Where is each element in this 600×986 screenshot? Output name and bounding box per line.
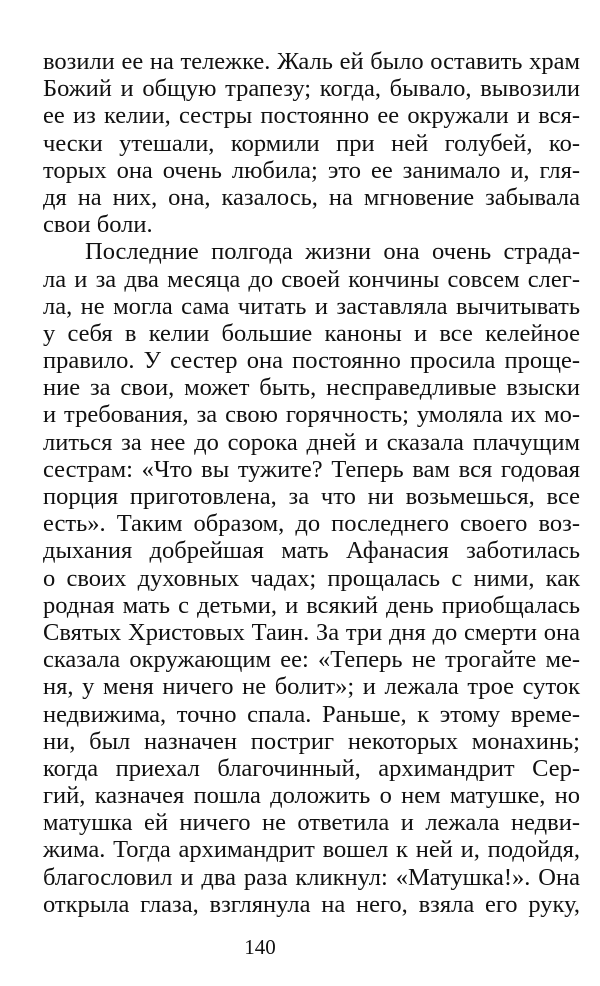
text-line: есть». Таким образом, до последнего своего воз-: [43, 510, 580, 538]
text-line: чески утешали, кормили при ней голубей, ко-: [43, 129, 580, 157]
text-line: гий, казначея пошла доложить о нем матушке, но: [43, 782, 580, 810]
text-line: у себя в келии большие каноны и все келейное: [43, 319, 580, 347]
page-body-text: [43, 48, 580, 918]
text-line: недвижима, точно спала. Раньше, к этому време-: [43, 700, 580, 728]
text-line: свои боли.: [43, 211, 153, 239]
text-line: Святых Христовых Таин. За три дня до смерти она: [43, 618, 580, 646]
text-line: открыла глаза, взглянула на него, взяла его руку,: [43, 890, 580, 918]
text-line: благословил и два раза кликнул: «Матушка!». Она: [43, 863, 580, 891]
text-line: жима. Тогда архимандрит вошел к ней и, подойдя,: [43, 836, 580, 864]
text-line: Божий и общую трапезу; когда, бывало, вывозили: [43, 75, 580, 103]
text-line: дыхания добрейшая мать Афанасия заботилась: [43, 537, 580, 565]
text-line: торых она очень любила; это ее занимало и, гля-: [43, 156, 580, 184]
text-line: ние за свои, может быть, несправедливые взыски: [43, 374, 580, 402]
text-line: сказала окружающим ее: «Теперь не трогайте ме-: [43, 646, 580, 674]
page-number: 140: [244, 935, 276, 959]
text-line: и требования, за свою горячность; умоляла их мо-: [43, 401, 580, 429]
text-line: ни, был назначен постриг некоторых монахинь;: [43, 727, 580, 755]
text-line: ее из келии, сестры постоянно ее окружали и вся-: [43, 102, 580, 130]
text-line: порция приготовлена, за что ни возьмешься, все: [43, 483, 580, 510]
text-line: возили ее на тележке. Жаль ей было оставить храм: [43, 48, 580, 75]
text-line: Последние полгода жизни она очень страда-: [85, 238, 580, 266]
text-line: о своих духовных чадах; прощалась с ними, как: [43, 564, 580, 592]
text-line: ня, у меня ничего не болит»; и лежала трое суток: [43, 673, 580, 701]
text-line: родная мать с детьми, и всякий день приобщалась: [43, 591, 580, 619]
text-line: когда приехал благочинный, архимандрит Сер-: [43, 754, 580, 782]
text-line: сестрам: «Что вы тужите? Теперь вам вся годовая: [43, 455, 580, 483]
text-line: ла, не могла сама читать и заставляла вычитывать: [43, 292, 580, 320]
text-line: дя на них, она, казалось, на мгновение забывала: [43, 183, 580, 211]
text-line: правило. У сестер она постоянно просила проще-: [43, 347, 580, 375]
text-line: литься за нее до сорока дней и сказала плачущим: [43, 428, 580, 456]
text-line: ла и за два месяца до своей кончины совсем слег-: [43, 265, 580, 293]
text-line: матушка ей ничего не ответила и лежала недви-: [43, 809, 580, 837]
